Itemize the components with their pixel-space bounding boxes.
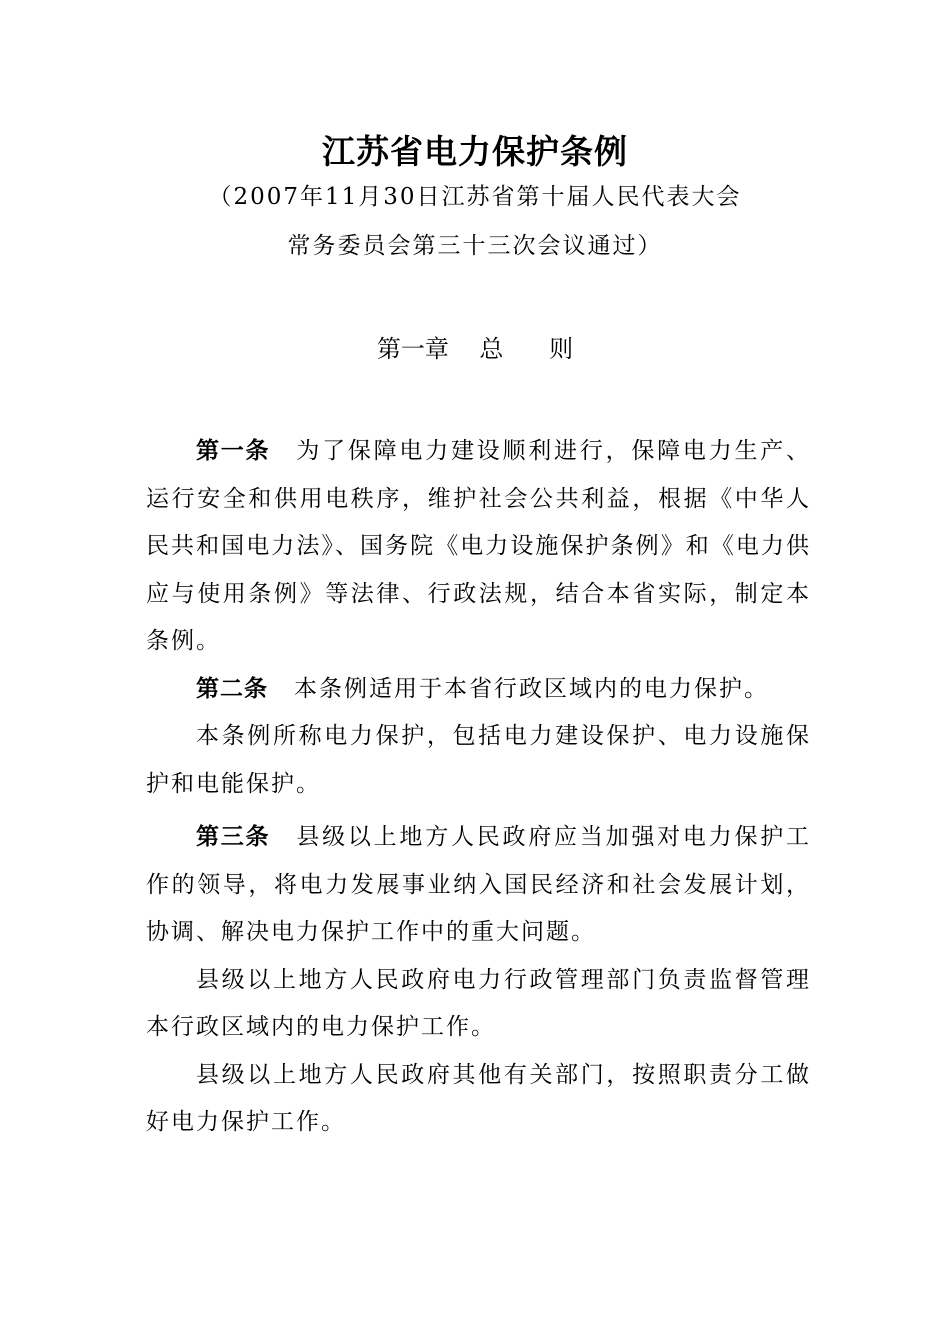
article-paragraph	[146, 1052, 811, 1147]
article-paragraph	[146, 713, 811, 808]
article-text: 县级以上地方人民政府应当加强对电力保护工作的领导，将电力发展事业纳入国民经济和社会发展计划，协调、解决电力保护工作中的重大问题。	[146, 824, 812, 945]
document-body	[146, 428, 811, 1147]
article-paragraph	[146, 814, 811, 957]
document-title: 江苏省电力保护条例	[322, 132, 628, 171]
adoption-note-line-1: （2007年11月30日江苏省第十届人民代表大会	[208, 184, 742, 210]
article-label: 第三条	[196, 824, 271, 850]
chapter-heading: 第一章 总 则	[376, 335, 574, 363]
article-paragraph	[146, 428, 811, 666]
article-text: 本条例适用于本省行政区域内的电力保护。	[294, 675, 769, 702]
article-paragraph	[146, 957, 811, 1052]
article-label: 第一条	[196, 438, 271, 464]
article-label: 第二条	[196, 675, 268, 702]
article-text: 为了保障电力建设顺利进行，保障电力生产、运行安全和供用电秩序，维护社会公共利益，根据《中华人民共和国电力法》、国务院《电力设施保护条例》和《电力供应与使用条例》等法律、行政法规，结合本省实际，制定本条例。	[146, 438, 812, 654]
article-text: 县级以上地方人民政府电力行政管理部门负责监督管理本行政区域内的电力保护工作。	[146, 966, 811, 1040]
article-paragraph	[146, 666, 811, 714]
adoption-note-line-2: 常务委员会第三十三次会议通过）	[287, 233, 663, 259]
article-text: 县级以上地方人民政府其他有关部门，按照职责分工做好电力保护工作。	[146, 1061, 811, 1135]
article-text: 本条例所称电力保护，包括电力建设保护、电力设施保护和电能保护。	[146, 723, 811, 797]
